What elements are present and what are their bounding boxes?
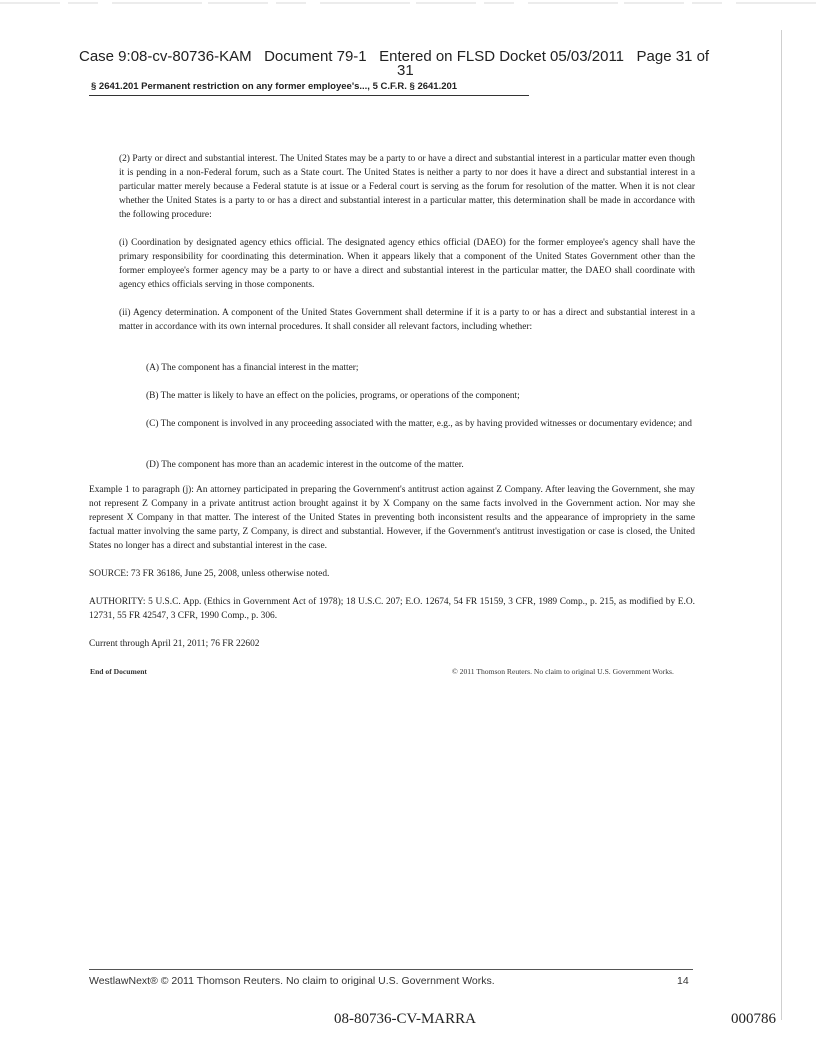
westlaw-footer: WestlawNext® © 2011 Thomson Reuters. No claim to original U.S. Government Works. <box>89 975 495 987</box>
list-item-c: (C) The component is involved in any proceeding associated with the matter, e.g., as by having provided witnesses or documentary evidence; and <box>146 419 692 429</box>
case-header-page-count: 31 <box>397 62 414 79</box>
current-through-line: Current through April 21, 2011; 76 FR 22602 <box>89 639 260 649</box>
example-paragraph: Example 1 to paragraph (j): An attorney participated in preparing the Government's antitrust action against Z Company. After leaving the Government, she may not represent Z Company in a private antitrust action brought against it by X Company on the same facts involved in the Government action. Nor may she represent X Company in that matter. The interest of the United States in preventing both inconsistent results and the appearance of impropriety in the same factual matter involving the same party, Z Company, is direct and substantial. However, if the Government's antitrust investigation or case is closed, the United States no longer has a direct and substantial interest in the case. <box>89 485 695 551</box>
bates-case-number: 08-80736-CV-MARRA <box>334 1011 476 1027</box>
running-title: § 2641.201 Permanent restriction on any former employee's..., 5 C.F.R. § 2641.201 <box>91 81 458 92</box>
end-of-document-label: End of Document <box>90 667 147 676</box>
paragraph-party-interest: (2) Party or direct and substantial interest. The United States may be a party to or have a direct and substantial interest in a particular matter even though it is pending in a non-Federal forum, such as a State court. The United States is neither a party to nor does it have a direct and substantial interest in a particular matter merely because a Federal statute is at issue or a Federal court is serving as the forum for resolution of the matter. When it is not clear whether the United States is a party to or has a direct and substantial interest in a particular matter, this determination shall be made in accordance with the following procedure: <box>119 154 695 220</box>
paragraph-coordination: (i) Coordination by designated agency ethics official. The designated agency ethics official (DAEO) for the former employee's agency shall have the primary responsibility for coordinating this determination. When it appears likely that a component of the United States Government other than the former employee's former agency may be a party to or have a direct and substantial interest in the particular matter, the DAEO shall coordinate with agency ethics officials serving in those components. <box>119 238 695 290</box>
scan-edge-artifact <box>0 0 816 8</box>
copyright-notice-small: © 2011 Thomson Reuters. No claim to original U.S. Government Works. <box>452 667 674 676</box>
bates-page-number: 000786 <box>731 1011 776 1027</box>
header-rule <box>89 95 529 96</box>
scan-margin-line <box>781 30 782 1020</box>
list-item-b: (B) The matter is likely to have an effect on the policies, programs, or operations of the component; <box>146 391 520 401</box>
source-line: SOURCE: 73 FR 36186, June 25, 2008, unless otherwise noted. <box>89 569 330 579</box>
footer-page-number: 14 <box>677 975 689 987</box>
footer-rule <box>89 969 693 970</box>
authority-paragraph: AUTHORITY: 5 U.S.C. App. (Ethics in Government Act of 1978); 18 U.S.C. 207; E.O. 12674, 54 FR 15159, 3 CFR, 1989 Comp., p. 215, as modified by E.O. 12731, 55 FR 42547, 3 CFR, 1990 Comp., p. 306. <box>89 597 695 621</box>
list-item-a: (A) The component has a financial interest in the matter; <box>146 363 359 373</box>
list-item-d: (D) The component has more than an academic interest in the outcome of the matter. <box>146 460 464 470</box>
case-header-line: Case 9:08-cv-80736-KAM Document 79-1 Entered on FLSD Docket 05/03/2011 Page 31 of <box>79 48 710 65</box>
paragraph-agency-determination: (ii) Agency determination. A component of the United States Government shall determine if it is a party to or has a direct and substantial interest in a matter in accordance with its own internal procedures. It shall consider all relevant factors, including whether: <box>119 308 695 332</box>
